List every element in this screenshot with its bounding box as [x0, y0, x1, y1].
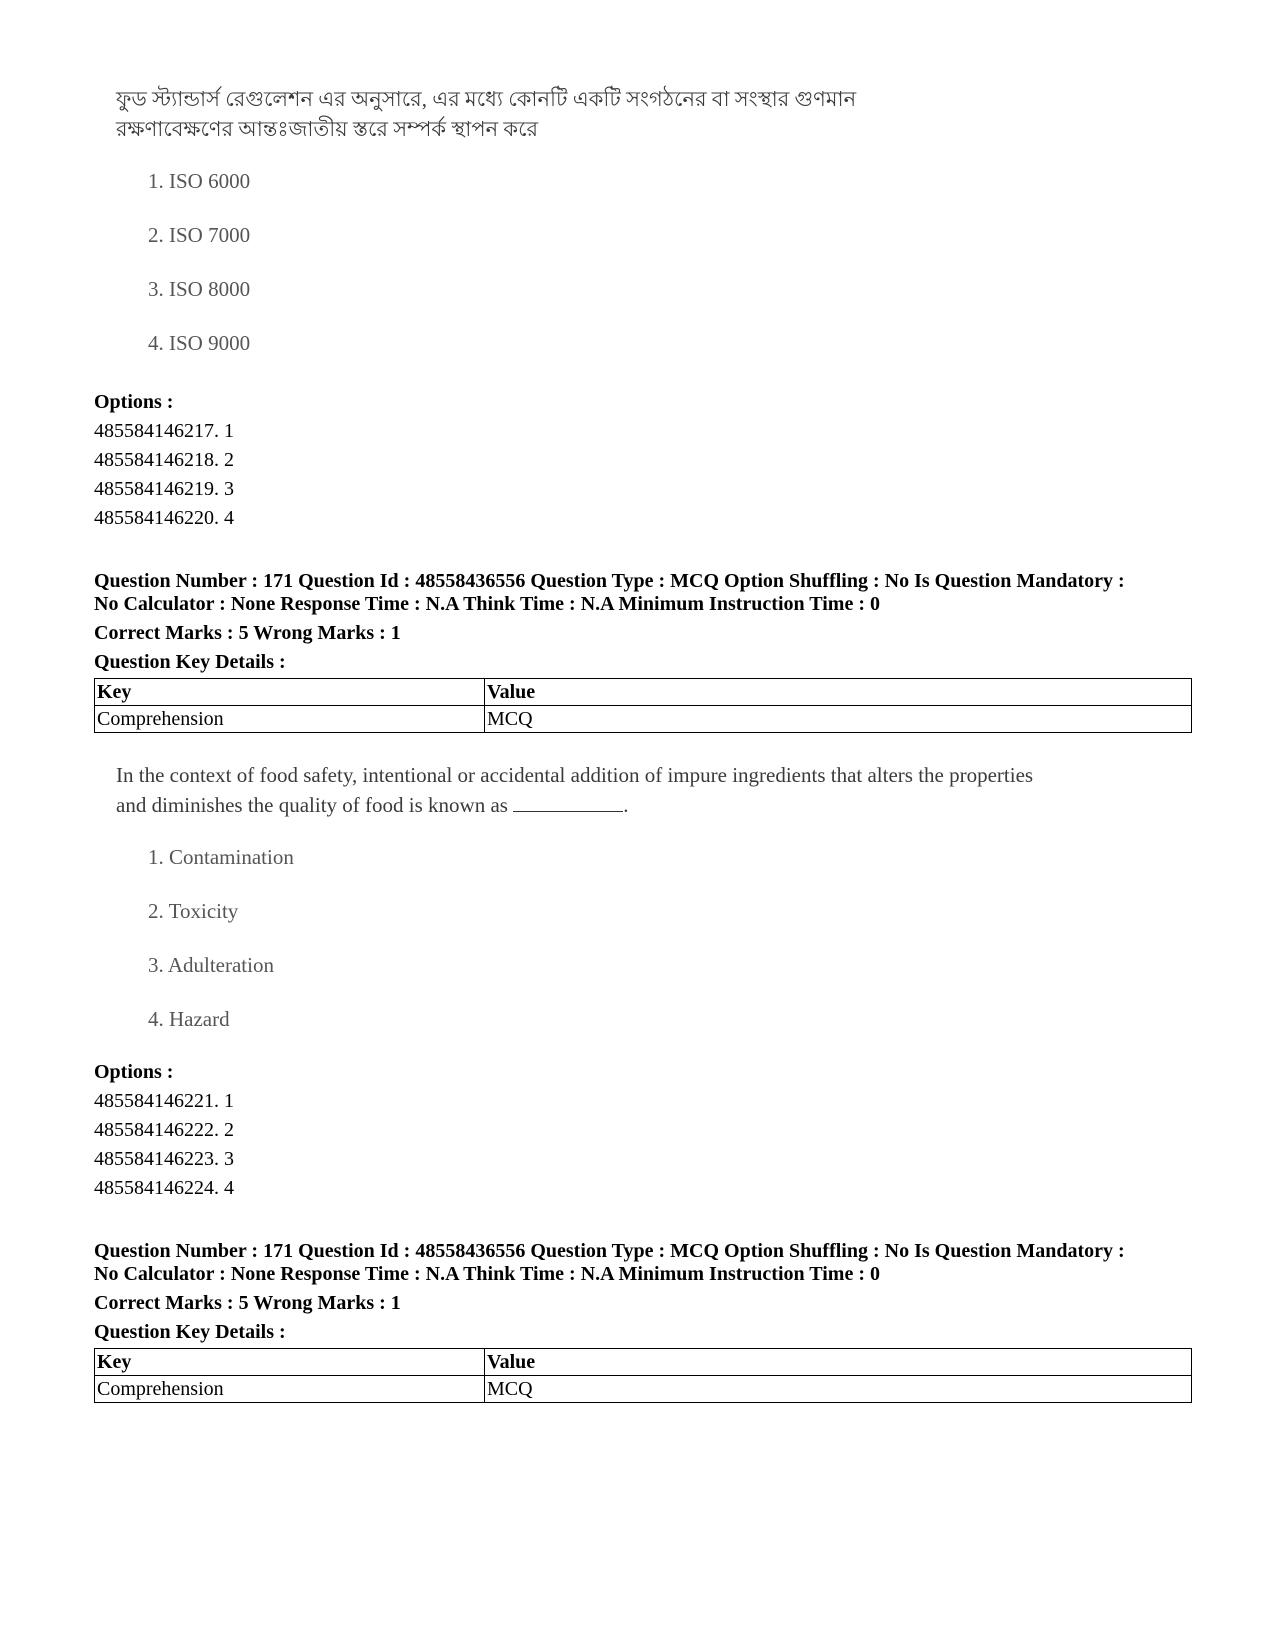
key-value-table-1	[94, 678, 1192, 733]
question-meta-line-1: Question Number : 171 Question Id : 48558436556 Question Type : MCQ Option Shuffling : No Is Question Mandatory :	[94, 1240, 1125, 1262]
key-value-table-2	[94, 1348, 1192, 1403]
key-details-title: Question Key Details :	[94, 651, 286, 673]
option-id: 485584146218. 2	[94, 449, 234, 471]
question-meta-line-1: Question Number : 171 Question Id : 48558436556 Question Type : MCQ Option Shuffling : No Is Question Mandatory :	[94, 570, 1125, 592]
option-id: 485584146222. 2	[94, 1119, 234, 1141]
table-header-key: Key	[95, 1349, 485, 1376]
choice-item: 4. ISO 9000	[148, 331, 251, 355]
marks-line: Correct Marks : 5 Wrong Marks : 1	[94, 622, 401, 644]
choice-item: 3. Adulteration	[148, 953, 274, 977]
table-header-value: Value	[485, 679, 1192, 706]
options-list-1	[94, 388, 234, 533]
key-details-title: Question Key Details :	[94, 1321, 286, 1343]
marks-line: Correct Marks : 5 Wrong Marks : 1	[94, 1292, 401, 1314]
question-stem-line-2	[116, 790, 1033, 820]
answer-blank	[513, 793, 623, 812]
question-choices	[116, 830, 1033, 1046]
question-stem-line-1: ফুড স্ট্যান্ডার্স রেগুলেশন এর অনুসারে, এর মধ্যে কোনটি একটি সংগঠনের বা সংস্থার গুণমান	[116, 87, 857, 111]
question-stem-line-2: রক্ষণাবেক্ষণের আন্তঃজাতীয় স্তরে সম্পর্ক স্থাপন করে	[116, 117, 539, 141]
table-header-key: Key	[95, 679, 485, 706]
options-title: Options :	[94, 1061, 174, 1083]
choice-item: 3. ISO 8000	[148, 277, 251, 301]
table-cell-key: Comprehension	[95, 1376, 485, 1403]
table-cell-value: MCQ	[485, 1376, 1192, 1403]
option-id: 485584146223. 3	[94, 1148, 234, 1170]
choice-item: 1. ISO 6000	[148, 169, 251, 193]
table-cell-key: Comprehension	[95, 706, 485, 733]
option-id: 485584146220. 4	[94, 507, 234, 529]
table-cell-value: MCQ	[485, 706, 1192, 733]
option-id: 485584146221. 1	[94, 1090, 234, 1112]
table-header-row	[95, 679, 1192, 706]
option-id: 485584146219. 3	[94, 478, 234, 500]
choice-item: 2. ISO 7000	[148, 223, 251, 247]
question-metadata-1	[94, 570, 1194, 674]
question-stem-end: .	[623, 793, 629, 817]
question-stem-line-1: In the context of food safety, intentional or accidental addition of impure ingredients that alters the properties	[116, 763, 1034, 787]
table-row	[95, 1376, 1192, 1403]
question-meta-line-2: No Calculator : None Response Time : N.A Think Time : N.A Minimum Instruction Time : 0	[94, 1263, 880, 1285]
options-list-2	[94, 1058, 234, 1203]
question-image-1	[116, 84, 856, 370]
question-meta-line-2: No Calculator : None Response Time : N.A Think Time : N.A Minimum Instruction Time : 0	[94, 593, 880, 615]
options-title: Options :	[94, 391, 174, 413]
choice-item: 4. Hazard	[148, 1007, 230, 1031]
option-id: 485584146217. 1	[94, 420, 234, 442]
question-choices	[116, 154, 856, 370]
option-id: 485584146224. 4	[94, 1177, 234, 1199]
table-header-row	[95, 1349, 1192, 1376]
question-image-2	[116, 760, 1033, 1046]
table-header-value: Value	[485, 1349, 1192, 1376]
table-row	[95, 706, 1192, 733]
choice-item: 2. Toxicity	[148, 899, 239, 923]
choice-item: 1. Contamination	[148, 845, 294, 869]
question-stem-text: and diminishes the quality of food is known as	[116, 793, 508, 817]
question-metadata-2	[94, 1240, 1194, 1344]
